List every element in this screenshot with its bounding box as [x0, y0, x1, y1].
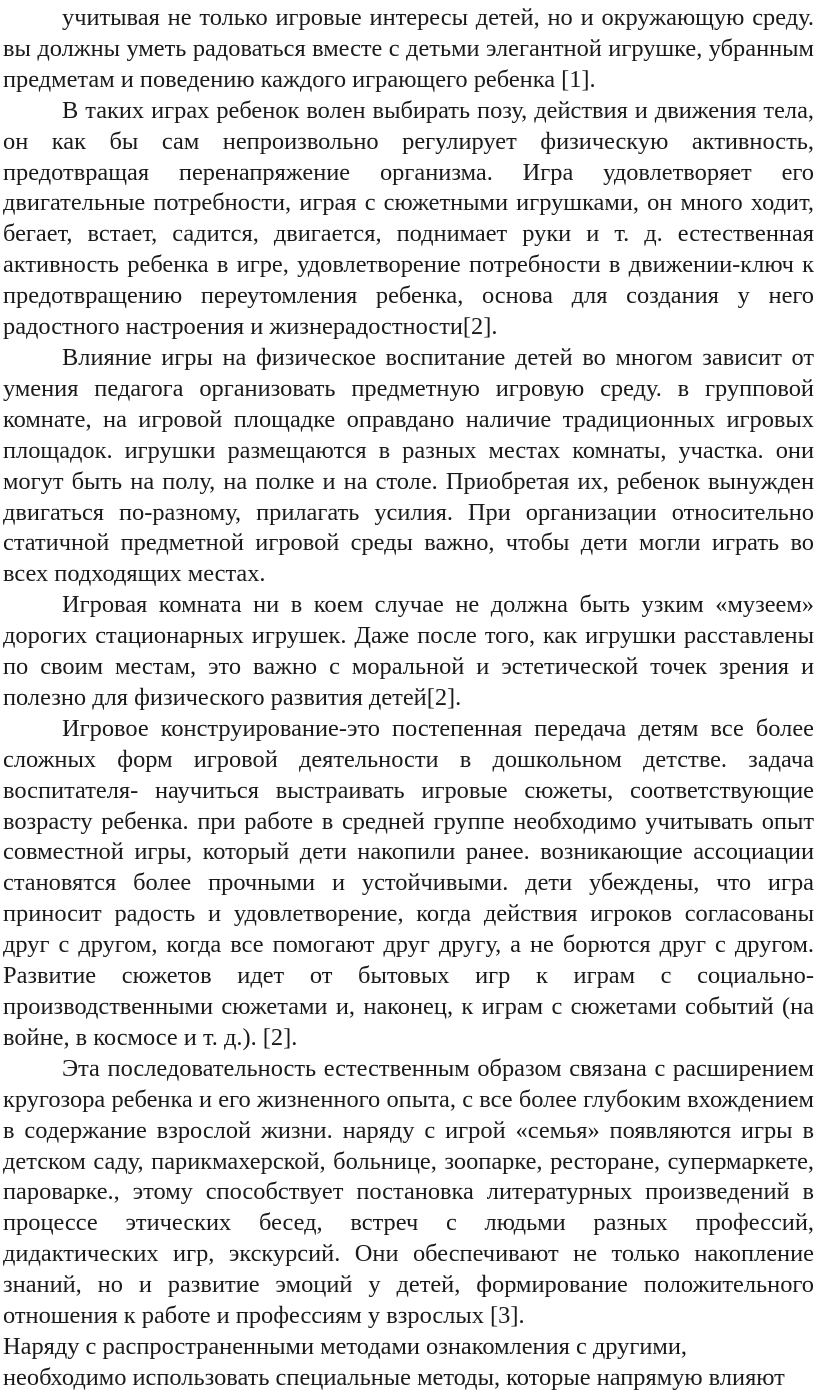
paragraph-5: Игровое конструирование-это постепенная передача детям все более сложных форм игровой деятельности в дошкольном детстве. задача воспитателя- научиться выстраивать игровые сюжеты, соответствующие возрасту ребенка. при работе в средней группе необходимо учитывать опыт совместной игры, который дети накопили ранее. возникающие ассоциации становятся более прочными и устойчивыми. дети убеждены, что игра приносит радость и удовлетворение, когда действия игроков согласованы друг с другом, когда все помогают друг другу, а не борются друг с другом. Развитие сюжетов идет от бытовых игр к играм с социально-производственными сюжетами и, наконец, к играм с сюжетами событий (на войне, в космосе и т. д.). [2]. [3, 714, 814, 1051]
paragraph-1: учитывая не только игровые интересы детей, но и окружающую среду. вы должны уметь радоваться вместе с детьми элегантной игрушке, убранным предметам и поведению каждого играющего ребенка [1]. [3, 4, 814, 93]
paragraph-3: Влияние игры на физическое воспитание детей во многом зависит от умения педагога организовать предметную игровую среду. в групповой комнате, на игровой площадке оправдано наличие традиционных игровых площадок. игрушки размещаются в разных местах комнаты, участка. они могут быть на полу, на полке и на столе. Приобретая их, ребенок вынужден двигаться по-разному, прилагать усилия. При организации относительно статичной предметной игровой среды важно, чтобы дети могли играть во всех подходящих местах. [3, 343, 814, 588]
paragraph-2: В таких играх ребенок волен выбирать позу, действия и движения тела, он как бы сам непроизвольно регулирует физическую активность, предотвращая перенапряжение организма. Игра удовлетворяет его двигательные потребности, играя с сюжетными игрушками, он много ходит, бегает, встает, садится, двигается, поднимает руки и т. д. естественная активность ребенка в игре, удовлетворение потребности в движении-ключ к предотвращению переутомления ребенка, основа для создания у него радостного настроения и жизнерадостности[2]. [3, 96, 814, 341]
paragraph-6: Эта последовательность естественным образом связана с расширением кругозора ребенка и его жизненного опыта, с все более глубоким вхождением в содержание взрослой жизни. наряду с игрой «семья» появляются игры в детском саду, парикмахерской, больнице, зоопарке, ресторане, супермаркете, пароварке., этому способствует постановка литературных произведений в процессе этических бесед, встреч с людьми разных профессий, дидактических игр, экскурсий. Они обеспечивают не только накопление знаний, но и развитие эмоций у детей, формирование положительного отношения к работе и профессиям у взрослых [3]. [3, 1054, 814, 1330]
paragraph-4: Игровая комната ни в коем случае не должна быть узким «музеем» дорогих стационарных игрушек. Даже после того, как игрушки расставлены по своим местам, это важно с моральной и эстетической точек зрения и полезно для физического развития детей[2]. [3, 591, 814, 711]
paragraph-7: Наряду с распространенными методами ознакомления с другими, необходимо использовать специальные методы, которые напрямую влияют [3, 1332, 785, 1391]
